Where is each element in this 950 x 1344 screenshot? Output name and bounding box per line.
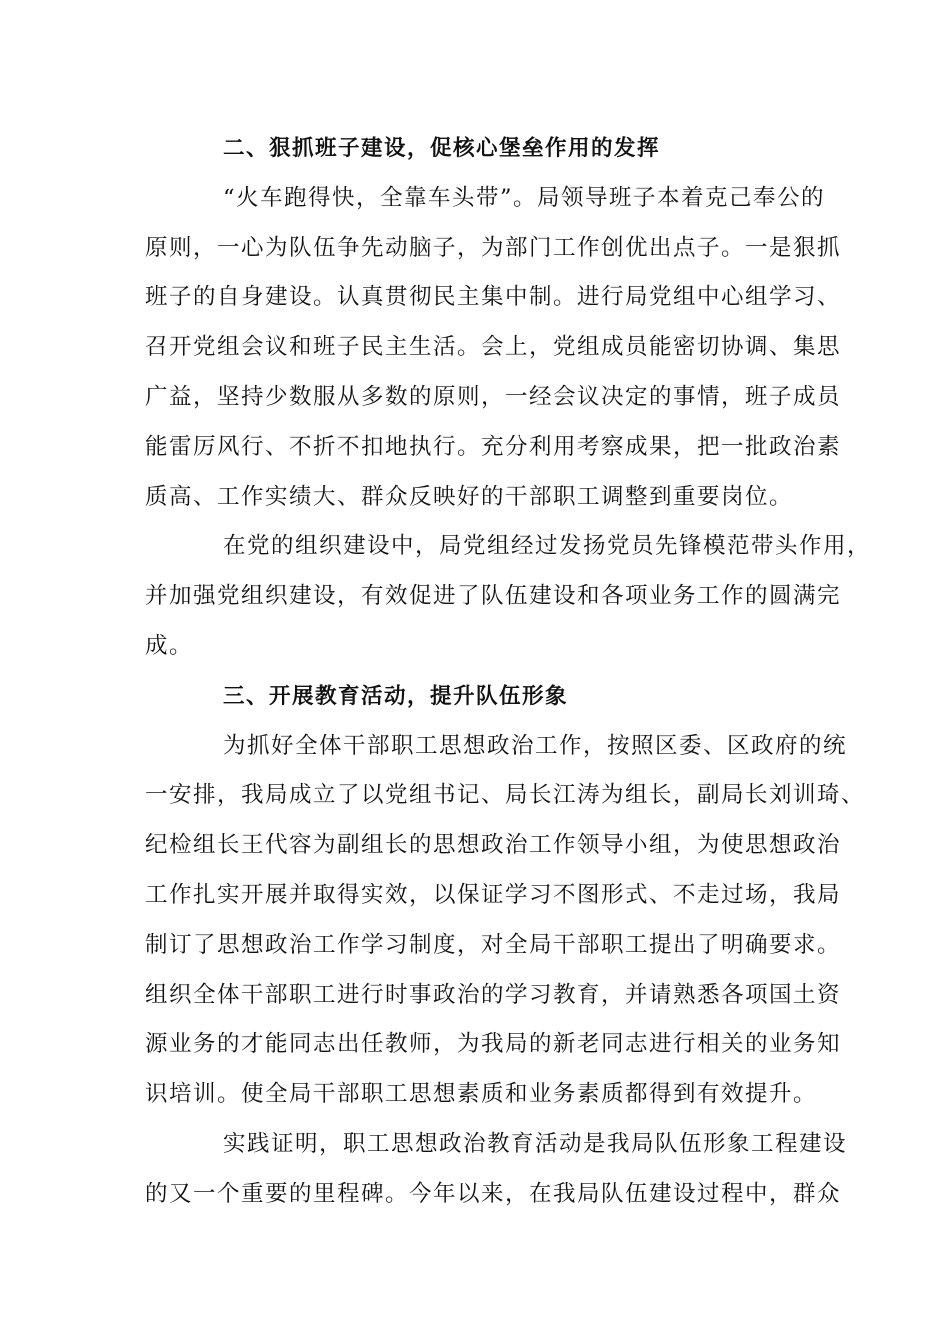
paragraph-line: 在党的组织建设中，局党组经过发扬党员先锋模范带头作用，	[223, 533, 872, 560]
paragraph-line: 原则，一心为队伍争先动脑子，为部门工作创优出点子。一是狠抓	[145, 234, 842, 261]
paragraph-line: 质高、工作实绩大、群众反映好的干部职工调整到重要岗位。	[145, 483, 794, 510]
paragraph-line: 成。	[145, 632, 194, 659]
paragraph-line: 识培训。使全局干部职工思想素质和业务素质都得到有效提升。	[145, 1081, 818, 1108]
paragraph-line: 能雷厉风行、不折不扣地执行。充分利用考察成果，把一批政治素	[145, 433, 842, 460]
paragraph-line: 组织全体干部职工进行时事政治的学习教育，并请熟悉各项国土资	[145, 981, 842, 1008]
paragraph-line: 并加强党组织建设，有效促进了队伍建设和各项业务工作的圆满完	[145, 583, 842, 610]
paragraph-line: 工作扎实开展并取得实效，以保证学习不图形式、不走过场，我局	[145, 881, 842, 908]
paragraph-line: “火车跑得快，全靠车头带”。局领导班子本着克己奉公的	[223, 184, 826, 211]
paragraph-line: 实践证明，职工思想政治教育活动是我局队伍形象工程建设	[223, 1130, 848, 1157]
paragraph-line: 的又一个重要的里程碑。今年以来，在我局队伍建设过程中，群众	[145, 1180, 842, 1207]
paragraph-line: 纪检组长王代容为副组长的思想政治工作领导小组，为使思想政治	[145, 832, 842, 859]
paragraph-line: 制订了思想政治工作学习制度，对全局干部职工提出了明确要求。	[145, 931, 842, 958]
document-page	[145, 124, 872, 1220]
paragraph-line: 班子的自身建设。认真贯彻民主集中制。进行局党组中心组学习、	[145, 284, 842, 311]
section-heading: 二、狠抓班子建设，促核心堡垒作用的发挥	[223, 136, 661, 161]
section-heading: 三、开展教育活动，提升队伍形象	[223, 683, 569, 709]
paragraph-line: 召开党组会议和班子民主生活。会上，党组成员能密切协调、集思	[145, 334, 842, 361]
paragraph-line: 一安排，我局成立了以党组书记、局长江涛为组长，副局长刘训琦、	[145, 782, 866, 809]
paragraph-line: 源业务的才能同志出任教师，为我局的新老同志进行相关的业务知	[145, 1031, 842, 1058]
paragraph-line: 广益，坚持少数服从多数的原则，一经会议决定的事情，班子成员	[145, 383, 842, 410]
paragraph-line: 为抓好全体干部职工思想政治工作，按照区委、区政府的统	[223, 732, 848, 759]
